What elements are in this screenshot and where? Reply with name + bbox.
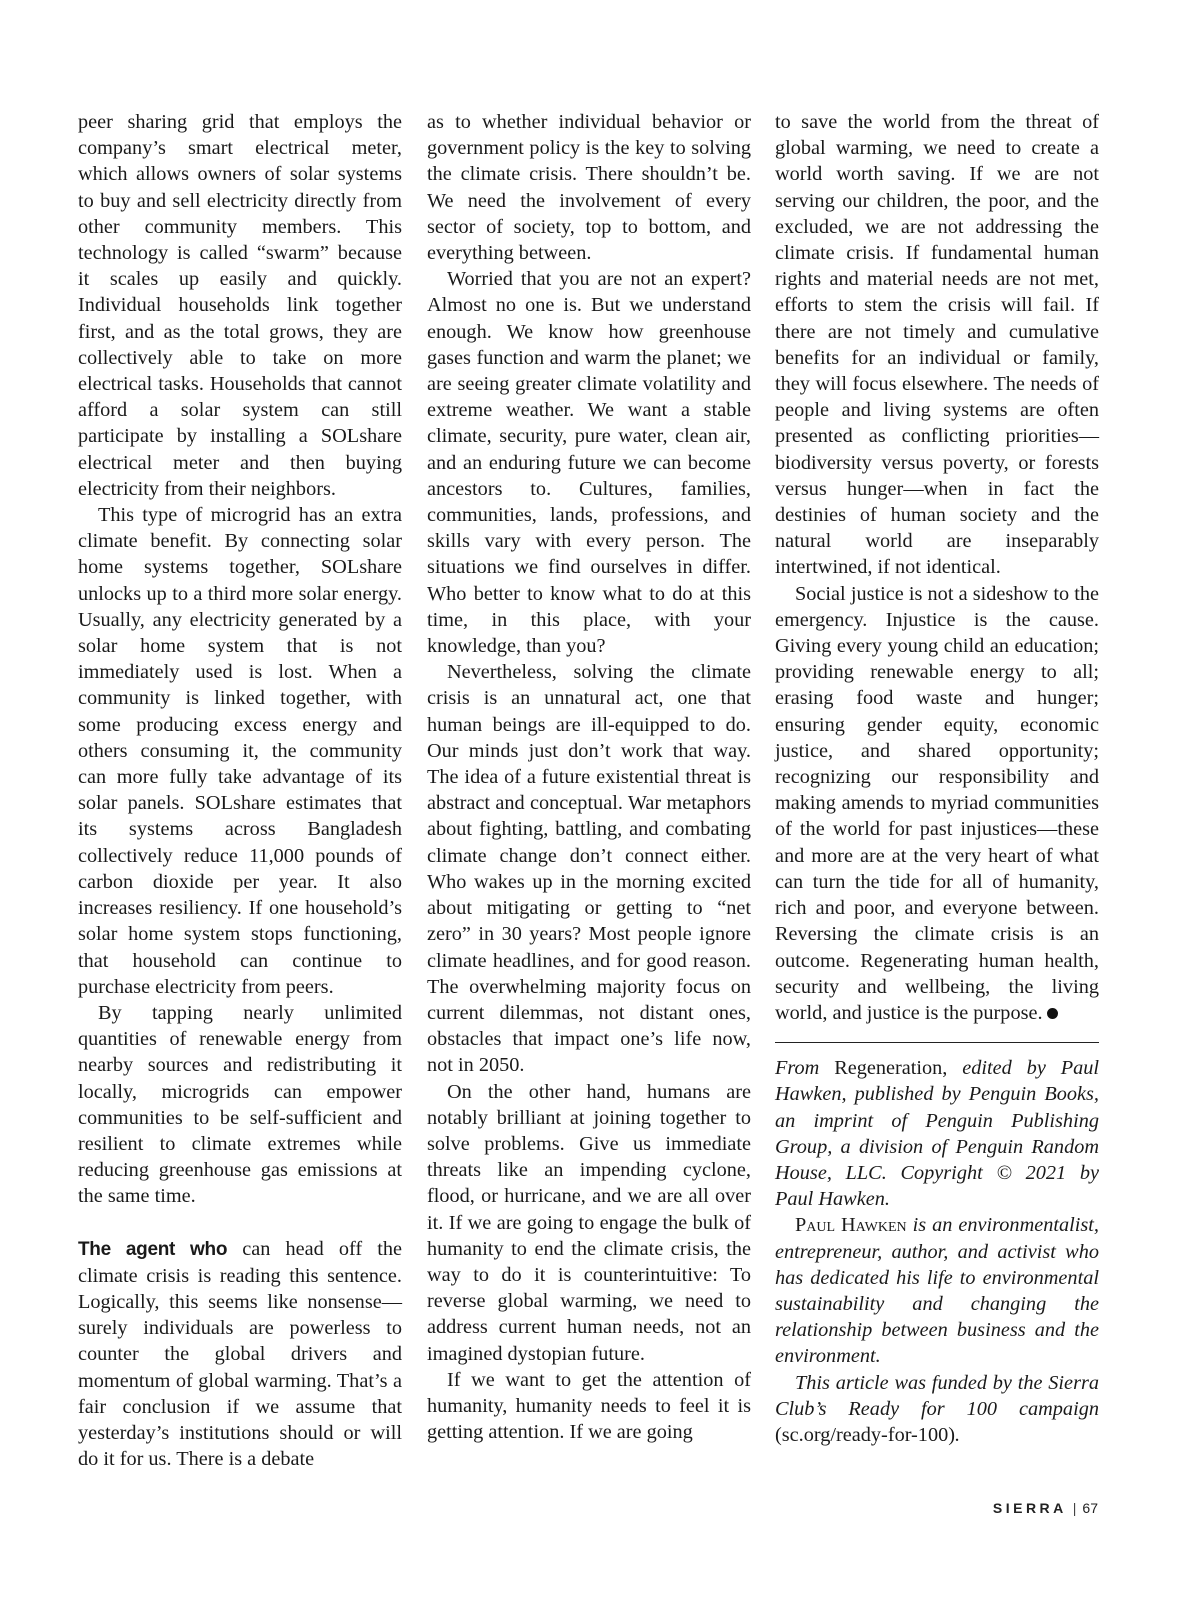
end-mark-icon — [1047, 1008, 1058, 1019]
funding-note — [775, 1370, 1099, 1449]
magazine-name: SIERRA — [992, 1500, 1067, 1516]
section-lead-in: The agent who — [78, 1238, 228, 1260]
footer-separator: | — [1072, 1500, 1077, 1516]
funding-text: This article was funded by the Sierra Club’s Ready for 100 campaign — [775, 1371, 1099, 1420]
source-credit — [775, 1055, 1099, 1212]
divider — [775, 1042, 1099, 1043]
bio-text: is an environmentalist, entrepreneur, author, and activist who has dedicated his life to environmental sustainability and changing the relationship between business and the environment. — [775, 1214, 1100, 1368]
column-3 — [775, 109, 1099, 1448]
paragraph: By tapping nearly unlimited quantities of renewable energy from nearby sources and redistributing it locally, microgrids can empower communities to be self-sufficient and resilient to climate extremes while reducing greenhouse gas emissions at the same time. — [78, 1001, 402, 1208]
column-1 — [78, 109, 402, 1472]
paragraph: Nevertheless, solving the climate crisis is an unnatural act, one that human beings are ill-equipped to do. Our minds just don’t work that way. The idea of a future existential threat is abstract and conceptual. War metaphors about fighting, battling, and combating climate change don’t connect either. Who wakes up in the morning excited about mitigating or getting to “net zero” in 30 years? Most people ignore climate headlines, and for good reason. The overwhelming majority focus on current dilemmas, not distant ones, obstacles that impact one’s life now, not in 2050. — [427, 661, 751, 1077]
paragraph: Worried that you are not an expert? Almost no one is. But we understand enough. We know how greenhouse gases function and warm the planet; we are seeing greater climate volatility and extreme weather. We want a stable climate, security, pure water, clean air, and an enduring future we can become ancestors to. Cultures, families, communities, lands, professions, and skills vary with every person. The situations we find ourselves in differ. Who better to know what to do at this time, in this place, with your knowledge, than you? — [427, 268, 751, 658]
paragraph: to save the world from the threat of global warming, we need to create a world worth saving. If we are not serving our children, the poor, and the excluded, we are not addressing the climate crisis. If fundamental human rights and material needs are not met, efforts to stem the crisis will fail. If there are not timely and cumulative benefits for an individual or family, they will focus elsewhere. The needs of people and living systems are often presented as conflicting priorities—biodiversity versus poverty, or forests versus hunger—when in fact the destinies of human society and the natural world are inseparably intertwined, if not identical. — [775, 111, 1099, 579]
author-bio — [775, 1212, 1099, 1369]
page-number: 67 — [1082, 1500, 1098, 1516]
funding-end: . — [955, 1423, 961, 1446]
paragraph: This type of microgrid has an extra climate benefit. By connecting solar home systems together, SOLshare unlocks up to a third more solar energy. Usually, any electricity generated by a solar home system that is not immediately used is lost. When a community is linked together, with some producing excess energy and others consuming it, the community can more fully take advantage of its solar panels. SOLshare estimates that its systems across Bangladesh collectively reduce 11,000 pounds of carbon dioxide per year. It also increases resiliency. If one household’s solar home system stops functioning, that household can continue to purchase electricity from peers. — [78, 504, 402, 998]
paragraph-text: Social justice is not a sideshow to the emergency. Injustice is the cause. Giving every young child an education; providing renewable energy to all; erasing food waste and hunger; ensuring gender equity, economic justice, and shared opportunity; recognizing our responsibility and making amends to myriad communities of the world for past injustices—these and more are at the very heart of what can turn the tide for all of humanity, rich and poor, and everyone between. Reversing the climate crisis is an outcome. Regenerating human health, security and wellbeing, the living world, and justice is the purpose. — [775, 582, 1099, 1024]
paragraph: If we want to get the attention of humanity, humanity needs to feel it is getting attention. If we are going — [427, 1368, 751, 1444]
column-2 — [427, 109, 751, 1445]
section-paragraph — [78, 1236, 402, 1473]
author-name: Paul Hawken — [795, 1214, 907, 1237]
paragraph: as to whether individual behavior or government policy is the key to solving the climate crisis. There shouldn’t be. We need the involvement of every sector of society, top to bottom, and everything between. — [427, 111, 751, 265]
page-footer — [993, 1500, 1098, 1516]
book-title: Regeneration, — [834, 1057, 948, 1080]
paragraph: peer sharing grid that employs the company’s smart electrical meter, which allows owners of solar systems to buy and sell electricity directly from other community members. This technology is called “swarm” because it scales up easily and quickly. Individual households link together first, and as the total grows, they are collectively able to take on more electrical tasks. Households that cannot afford a solar system can still participate by installing a SOLshare electrical meter and then buying electricity from their neighbors. — [78, 111, 402, 500]
paragraph: On the other hand, humans are notably brilliant at joining together to solve problems. Give us immediate threats like an impending cyclone, flood, or hurricane, and we are all over it. If we are going to engage the bulk of humanity to end the climate crisis, the way to do it is counterintuitive: To reverse global warming, we need to address current human needs, not an imagined dystopian future. — [427, 1080, 751, 1365]
credit-text: edited by Paul Hawken, published by Penguin Books, an imprint of Penguin Publishing Group, a division of Penguin Random House, LLC. Copyright © 2021 by Paul Hawken. — [775, 1057, 1099, 1211]
credit-from: From — [775, 1057, 835, 1080]
paragraph-text: can head off the climate crisis is reading this sentence. Logically, this seems like nonsense—surely individuals are powerless to counter the global drivers and momentum of global warming. That’s a fair conclusion if we assume that yesterday’s institutions should or will do it for us. There is a debate — [78, 1237, 402, 1471]
paragraph — [775, 581, 1099, 1026]
funding-link[interactable]: (sc.org/ready-for-100) — [775, 1423, 955, 1446]
